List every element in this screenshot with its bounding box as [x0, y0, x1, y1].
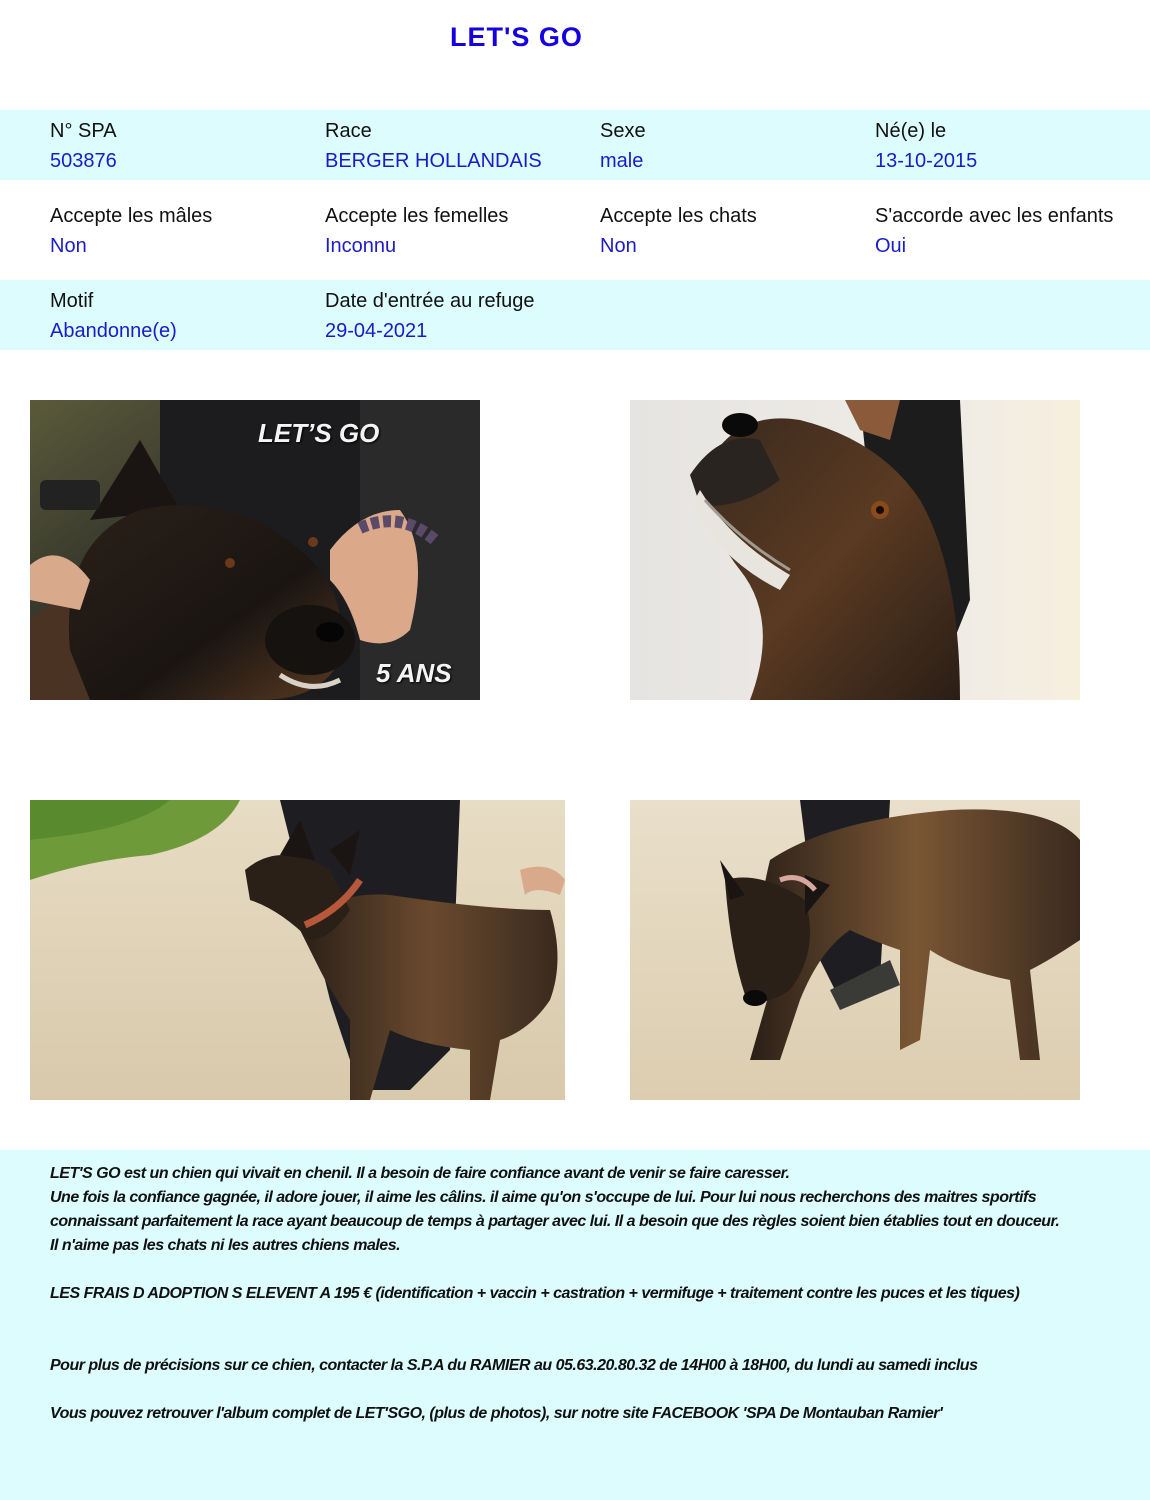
facebook-info: Vous pouvez retrouver l'album complet de LET'SGO, (plus de photos), sur notre site FACEBOOK 'SPA De Montauban Ramier' — [50, 1405, 943, 1422]
dog-photo-4 — [630, 800, 1080, 1100]
field-accepts-males — [50, 201, 212, 261]
field-reason — [50, 286, 177, 346]
description-panel — [0, 1150, 1150, 1500]
field-value: Non — [50, 235, 87, 257]
field-spa-number — [50, 116, 117, 176]
field-label: Date d'entrée au refuge — [325, 290, 535, 312]
field-sex — [600, 116, 646, 176]
field-label: Motif — [50, 290, 94, 312]
field-value: BERGER HOLLANDAIS — [325, 150, 542, 172]
contact-info: Pour plus de précisions sur ce chien, contacter la S.P.A du RAMIER au 05.63.20.80.32 de 14H00 à 18H00, du lundi au samedi inclus — [50, 1357, 978, 1374]
field-value: male — [600, 150, 644, 172]
info-row-compatibility — [0, 195, 1150, 265]
field-value: 13-10-2015 — [875, 150, 978, 172]
field-value: 29-04-2021 — [325, 320, 428, 342]
field-label: Accepte les chats — [600, 205, 757, 227]
dog-photo-3 — [30, 800, 565, 1100]
info-row-identity — [0, 110, 1150, 180]
field-label: Sexe — [600, 120, 646, 142]
page-title: LET'S GO — [450, 22, 583, 52]
field-label: Accepte les femelles — [325, 205, 509, 227]
field-label: N° SPA — [50, 120, 117, 142]
field-value: Non — [600, 235, 637, 257]
field-value: Inconnu — [325, 235, 397, 257]
field-accepts-females — [325, 201, 508, 261]
field-accepts-cats — [600, 201, 757, 261]
field-entry-date — [325, 286, 535, 346]
description-line: Une fois la confiance gagnée, il adore jouer, il aime les câlins. il aime qu'on s'occupe de lui. Pour lui nous recherchons des maitres sportifs connaissant parfaitement la race ayant beaucoup de temps à partager avec lui. Il a besoin que des règles soient bien établies tout en douceur. — [50, 1189, 1060, 1230]
dog-photo-1 — [30, 400, 480, 700]
description-line: Il n'aime pas les chats ni les autres chiens males. — [50, 1237, 401, 1254]
field-breed — [325, 116, 542, 176]
adoption-fees: LES FRAIS D ADOPTION S ELEVENT A 195 € (identification + vaccin + castration + vermifuge + traitement contre les puces et les tiques) — [50, 1285, 1020, 1302]
field-value: Abandonne(e) — [50, 320, 177, 342]
field-label: Né(e) le — [875, 120, 947, 142]
description-line: LET'S GO est un chien qui vivait en chenil. Il a besoin de faire confiance avant de venir se faire caresser. — [50, 1165, 790, 1182]
field-label: Race — [325, 120, 372, 142]
field-birth-date — [875, 116, 977, 176]
field-good-with-children — [875, 201, 1113, 261]
photo-caption-age: 5 ANS — [376, 658, 452, 688]
field-label: S'accorde avec les enfants — [875, 205, 1114, 227]
field-label: Accepte les mâles — [50, 205, 213, 227]
field-value: 503876 — [50, 150, 117, 172]
info-row-shelter — [0, 280, 1150, 350]
field-value: Oui — [875, 235, 907, 257]
photo-caption-name: LET’S GO — [258, 418, 380, 448]
dog-photo-2 — [630, 400, 1080, 700]
description-text — [50, 1162, 1090, 1426]
